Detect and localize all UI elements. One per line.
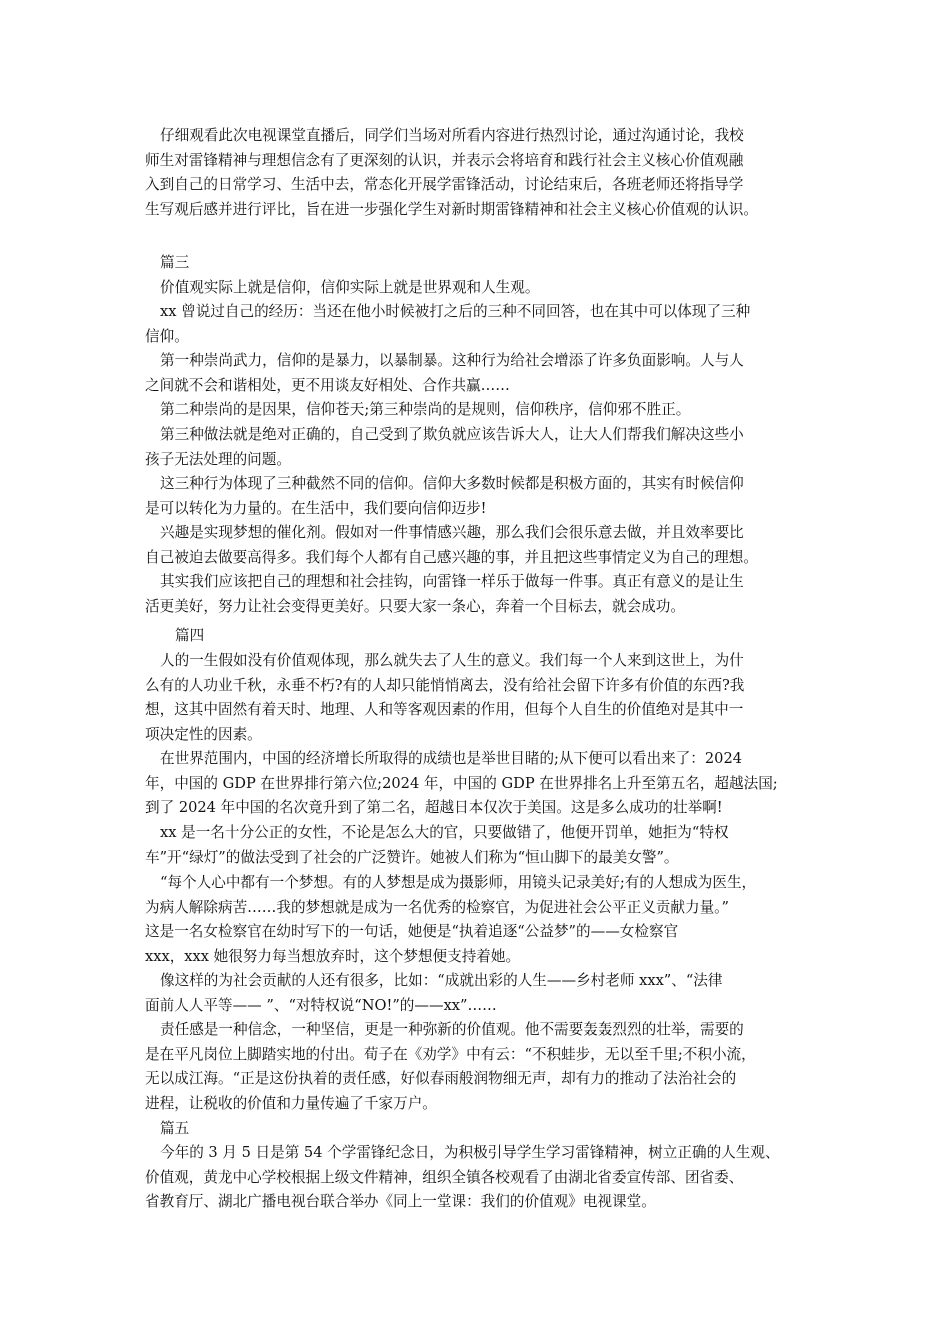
paragraph-economy <box>145 747 825 821</box>
paragraph-responsibility <box>145 1018 825 1116</box>
text-line: “每个人心中都有一个梦想。有的人梦想是成为摄影师，用镜头记录美好;有的人想成为医生， <box>160 874 757 891</box>
paragraph-three-beliefs <box>145 472 825 521</box>
text-line: 面前人人平等—— ”、“对特权说“NO!”的——xx”…… <box>145 996 497 1014</box>
text-line: 想，这其中固然有着天时、地理、人和等客观因素的作用，但每个人自生的价值绝对是其中一 <box>145 701 744 718</box>
text-line: 在世界范围内，中国的经济增长所取得的成绩也是举世目睹的;从下便可以看出来了：2024 <box>160 750 743 767</box>
paragraph-third-type <box>145 423 825 472</box>
paragraph-viewing-discussion <box>145 124 825 222</box>
section-title: 篇三 <box>160 254 190 271</box>
text-line: 年，中国的 GDP 在世界排行第六位;2024 年，中国的 GDP 在世界排名上升至第五名，超越法国; <box>145 774 778 792</box>
text-line: 是可以转化为力量的。在生活中，我们要向信仰迈步! <box>145 499 487 517</box>
text-line: 这是一名女检察官在幼时写下的一句话，她便是“执着追逐“公益梦”的——女检察官 <box>145 923 679 940</box>
text-line: 为病人解除病苦……我的梦想就是成为一名优秀的检察官，为促进社会公平正义贡献力量。” <box>145 898 729 916</box>
paragraph-leifeng-day <box>145 1141 825 1215</box>
text-line: 自己被迫去做要高得多。我们每个人都有自己感兴趣的事，并且把这些事情定义为自己的理想。 <box>145 548 758 566</box>
text-line: 今年的 3 月 5 日是第 54 个学雷锋纪念日，为积极引导学生学习雷锋精神，树立正确的人生观、 <box>160 1144 780 1161</box>
text-line: 师生对雷锋精神与理想信念有了更深刻的认识，并表示会将培育和践行社会主义核心价值观融 <box>145 151 744 169</box>
text-line: 到了 2024 年中国的名次竟升到了第二名，超越日本仅次于美国。这是多么成功的壮举啊! <box>145 799 723 816</box>
paragraph-society-link <box>145 570 825 619</box>
text-line: 人的一生假如没有价值观体现，那么就失去了人生的意义。我们每一个人来到这世上，为什 <box>160 652 744 669</box>
paragraph-policewoman <box>145 821 825 870</box>
text-line: 省教育厅、湖北广播电视台联合举办《同上一堂课：我们的价值观》电视课堂。 <box>145 1193 656 1210</box>
text-line: 进程，让税收的价值和力量传遍了千家万户。 <box>145 1094 437 1112</box>
text-line: 生写观后感并进行评比，旨在进一步强化学生对新时期雷锋精神和社会主义核心价值观的认识。 <box>145 200 758 218</box>
text-line: 车”开“绿灯”的做法受到了社会的广泛赞许。她被人们称为“恒山脚下的最美女警”。 <box>145 848 679 866</box>
text-line: 活更美好，努力让社会变得更美好。只要大家一条心，奔着一个目标去，就会成功。 <box>145 597 685 615</box>
text-line: 孩子无法处理的问题。 <box>145 450 291 468</box>
text-line: 价值观，黄龙中心学校根据上级文件精神，组织全镇各校观看了由湖北省委宣传部、团省委、 <box>145 1168 744 1186</box>
section-heading-5 <box>145 1117 825 1142</box>
paragraph-first-type <box>145 349 825 398</box>
paragraph-interest <box>145 521 825 570</box>
paragraph-meaning-of-life <box>145 649 825 747</box>
section-title: 篇五 <box>160 1120 190 1137</box>
text-line: 第一种崇尚武力，信仰的是暴力，以暴制暴。这种行为给社会增添了许多负面影响。人与人 <box>160 352 744 369</box>
text-line: 么有的人功业千秋，永垂不朽?有的人却只能悄悄离去，没有给社会留下许多有价值的东西?我 <box>145 676 745 694</box>
paragraph-prosecutor-dream <box>145 871 825 969</box>
paragraph-contributors <box>145 969 825 1018</box>
text-line: 之间就不会和谐相处，更不用谈友好相处、合作共赢…… <box>145 376 510 394</box>
text-line: 责任感是一种信念，一种坚信，更是一种弥新的价值观。他不需要轰轰烈烈的壮举，需要的 <box>160 1021 744 1038</box>
text-line: 仔细观看此次电视课堂直播后，同学们当场对所看内容进行热烈讨论，通过沟通讨论，我校 <box>160 127 744 144</box>
text-line: 入到自己的日常学习、生活中去，常态化开展学雷锋活动，讨论结束后，各班老师还将指导学 <box>145 176 744 193</box>
text-line: 项决定性的因素。 <box>145 725 262 743</box>
text-line: 兴趣是实现梦想的催化剂。假如对一件事情感兴趣，那么我们会很乐意去做，并且效率要比 <box>160 524 744 541</box>
section-heading-3 <box>145 251 825 276</box>
text-line: 价值观实际上就是信仰，信仰实际上就是世界观和人生观。 <box>160 279 540 296</box>
text-line: 信仰。 <box>145 327 189 345</box>
text-line: 无以成江海。“正是这份执着的责任感，好似春雨般润物细无声，却有力的推动了法治社会的 <box>145 1070 737 1087</box>
paragraph-three-answers <box>145 300 825 349</box>
text-line: xx 曾说过自己的经历：当还在他小时候被打之后的三种不同回答，也在其中可以体现了三种 <box>160 303 751 320</box>
text-line: 这三种行为体现了三种截然不同的信仰。信仰大多数时候都是积极方面的，其实有时候信仰 <box>160 475 744 492</box>
text-line: 是在平凡岗位上脚踏实地的付出。荀子在《劝学》中有云：“不积蛙步，无以至千里;不积小流， <box>145 1045 756 1063</box>
paragraph-second-type <box>145 398 825 423</box>
text-line: xxx，xxx 她很努力每当想放弃时，这个梦想便支持着她。 <box>145 947 521 965</box>
text-line: 其实我们应该把自己的理想和社会挂钩，向雷锋一样乐于做每一件事。真正有意义的是让生 <box>160 573 744 590</box>
section-heading-4 <box>145 624 825 649</box>
text-line: 第二种崇尚的是因果，信仰苍天;第三种崇尚的是规则，信仰秩序，信仰邪不胜正。 <box>160 401 691 418</box>
section-title: 篇四 <box>175 627 205 644</box>
paragraph-values-belief <box>145 276 825 301</box>
text-line: 第三种做法就是绝对正确的，自己受到了欺负就应该告诉大人，让大人们帮我们解决这些小 <box>160 426 744 443</box>
text-line: xx 是一名十分公正的女性，不论是怎么大的官，只要做错了，他便开罚单，她拒为“特权 <box>160 824 729 841</box>
text-line: 像这样的为社会贡献的人还有很多，比如：“成就出彩的人生——乡村老师 xxx”、“法律 <box>160 972 723 989</box>
